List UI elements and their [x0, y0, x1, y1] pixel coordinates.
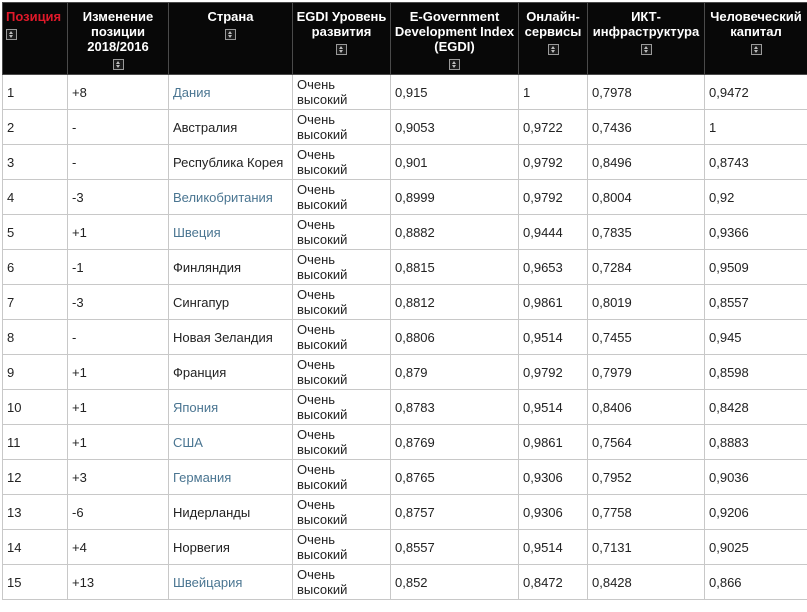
sort-icon[interactable]	[548, 44, 559, 55]
cell-egdi-index: 0,915	[391, 75, 519, 110]
column-header-human-capital[interactable]	[705, 3, 807, 75]
cell-human-capital: 0,9366	[705, 215, 807, 250]
cell-ict-infrastructure: 0,8428	[588, 565, 705, 600]
country-name: Финляндия	[173, 259, 242, 275]
cell-country	[169, 530, 293, 565]
cell-position-change: -	[68, 145, 169, 180]
cell-position-change: +1	[68, 215, 169, 250]
cell-country	[169, 355, 293, 390]
cell-human-capital: 0,8883	[705, 425, 807, 460]
cell-position-change: -6	[68, 495, 169, 530]
cell-egdi-level: Очень высокий	[293, 460, 391, 495]
column-header-label: EGDI Уровень развития	[296, 9, 387, 39]
cell-egdi-level: Очень высокий	[293, 285, 391, 320]
cell-country	[169, 145, 293, 180]
cell-online-services: 0,9792	[519, 180, 588, 215]
cell-position-change: -	[68, 110, 169, 145]
column-header-label: Человеческий капитал	[710, 9, 802, 39]
cell-human-capital: 0,9206	[705, 495, 807, 530]
cell-online-services: 0,9792	[519, 145, 588, 180]
cell-human-capital: 0,92	[705, 180, 807, 215]
cell-egdi-level: Очень высокий	[293, 355, 391, 390]
country-name: Сингапур	[173, 294, 230, 310]
cell-egdi-level: Очень высокий	[293, 565, 391, 600]
cell-country[interactable]	[169, 75, 293, 110]
cell-human-capital: 0,8598	[705, 355, 807, 390]
cell-ict-infrastructure: 0,7835	[588, 215, 705, 250]
cell-egdi-level: Очень высокий	[293, 180, 391, 215]
table-body	[3, 75, 807, 600]
table-header-row	[3, 3, 807, 75]
cell-online-services: 0,9861	[519, 285, 588, 320]
sort-icon[interactable]	[751, 44, 762, 55]
egdi-ranking-table	[2, 2, 807, 600]
table-row	[3, 530, 807, 565]
cell-position-change: +4	[68, 530, 169, 565]
sort-icon[interactable]	[225, 29, 236, 40]
cell-position: 15	[3, 565, 68, 600]
cell-position: 2	[3, 110, 68, 145]
country-name: Австралия	[173, 119, 238, 135]
cell-egdi-index: 0,8769	[391, 425, 519, 460]
cell-position: 14	[3, 530, 68, 565]
sort-icon[interactable]	[641, 44, 652, 55]
cell-human-capital: 0,8428	[705, 390, 807, 425]
country-name: Норвегия	[173, 539, 230, 555]
column-header-level[interactable]	[293, 3, 391, 75]
cell-position: 4	[3, 180, 68, 215]
table-row	[3, 460, 807, 495]
cell-human-capital: 0,866	[705, 565, 807, 600]
cell-egdi-index: 0,879	[391, 355, 519, 390]
column-header-label: Страна	[207, 9, 254, 24]
cell-human-capital: 0,945	[705, 320, 807, 355]
cell-egdi-index: 0,8765	[391, 460, 519, 495]
sort-icon[interactable]	[113, 59, 124, 70]
cell-position-change: +13	[68, 565, 169, 600]
cell-egdi-level: Очень высокий	[293, 530, 391, 565]
cell-ict-infrastructure: 0,8406	[588, 390, 705, 425]
cell-position-change: +3	[68, 460, 169, 495]
cell-ict-infrastructure: 0,8496	[588, 145, 705, 180]
country-link[interactable]: Германия	[173, 469, 232, 485]
table-row	[3, 215, 807, 250]
cell-position: 13	[3, 495, 68, 530]
table-row	[3, 250, 807, 285]
cell-human-capital: 0,9509	[705, 250, 807, 285]
table-row	[3, 425, 807, 460]
cell-human-capital: 0,8743	[705, 145, 807, 180]
cell-position-change: -3	[68, 285, 169, 320]
country-link[interactable]: США	[173, 434, 203, 450]
cell-country[interactable]	[169, 215, 293, 250]
cell-online-services: 0,9653	[519, 250, 588, 285]
country-link[interactable]: Япония	[173, 399, 219, 415]
table-row	[3, 110, 807, 145]
cell-position: 8	[3, 320, 68, 355]
country-link[interactable]: Швейцария	[173, 574, 243, 590]
sort-icon[interactable]	[449, 59, 460, 70]
table-row	[3, 285, 807, 320]
cell-egdi-level: Очень высокий	[293, 320, 391, 355]
column-header-online-services[interactable]	[519, 3, 588, 75]
cell-human-capital: 0,9025	[705, 530, 807, 565]
column-header-label: Изменение позиции 2018/2016	[82, 9, 154, 54]
cell-egdi-level: Очень высокий	[293, 250, 391, 285]
cell-position: 6	[3, 250, 68, 285]
cell-egdi-index: 0,8999	[391, 180, 519, 215]
country-link[interactable]: Дания	[173, 84, 211, 100]
column-header-position[interactable]	[3, 3, 68, 75]
cell-position-change: +8	[68, 75, 169, 110]
cell-egdi-index: 0,8882	[391, 215, 519, 250]
cell-egdi-level: Очень высокий	[293, 425, 391, 460]
cell-egdi-index: 0,8815	[391, 250, 519, 285]
cell-position: 3	[3, 145, 68, 180]
cell-position-change: +1	[68, 355, 169, 390]
cell-egdi-index: 0,9053	[391, 110, 519, 145]
country-link[interactable]: Швеция	[173, 224, 221, 240]
cell-egdi-level: Очень высокий	[293, 495, 391, 530]
cell-online-services: 0,9792	[519, 355, 588, 390]
cell-country[interactable]	[169, 460, 293, 495]
cell-country[interactable]	[169, 180, 293, 215]
cell-human-capital: 0,8557	[705, 285, 807, 320]
cell-ict-infrastructure: 0,7131	[588, 530, 705, 565]
country-name: Франция	[173, 364, 227, 380]
cell-country	[169, 110, 293, 145]
cell-egdi-index: 0,8783	[391, 390, 519, 425]
cell-position: 12	[3, 460, 68, 495]
cell-egdi-index: 0,8557	[391, 530, 519, 565]
cell-online-services: 0,8472	[519, 565, 588, 600]
cell-position-change: -	[68, 320, 169, 355]
table-row	[3, 565, 807, 600]
cell-position: 1	[3, 75, 68, 110]
cell-position-change: -1	[68, 250, 169, 285]
country-name: Нидерланды	[173, 504, 251, 520]
cell-online-services: 1	[519, 75, 588, 110]
sort-icon[interactable]	[336, 44, 347, 55]
cell-ict-infrastructure: 0,8019	[588, 285, 705, 320]
cell-online-services: 0,9514	[519, 390, 588, 425]
column-header-label: ИКТ-инфраструктура	[592, 9, 700, 39]
cell-position-change: +1	[68, 425, 169, 460]
cell-country	[169, 320, 293, 355]
column-header-label: Онлайн-сервисы	[524, 9, 582, 39]
cell-position: 9	[3, 355, 68, 390]
column-header-country[interactable]	[169, 3, 293, 75]
country-name: Новая Зеландия	[173, 329, 273, 345]
table-row	[3, 75, 807, 110]
cell-ict-infrastructure: 0,7979	[588, 355, 705, 390]
column-header-change[interactable]	[68, 3, 169, 75]
cell-country[interactable]	[169, 390, 293, 425]
cell-online-services: 0,9514	[519, 530, 588, 565]
cell-ict-infrastructure: 0,7978	[588, 75, 705, 110]
cell-egdi-index: 0,901	[391, 145, 519, 180]
cell-position: 7	[3, 285, 68, 320]
cell-egdi-index: 0,8757	[391, 495, 519, 530]
table-row	[3, 390, 807, 425]
cell-online-services: 0,9514	[519, 320, 588, 355]
cell-online-services: 0,9444	[519, 215, 588, 250]
cell-egdi-level: Очень высокий	[293, 110, 391, 145]
cell-ict-infrastructure: 0,7284	[588, 250, 705, 285]
cell-human-capital: 1	[705, 110, 807, 145]
cell-egdi-level: Очень высокий	[293, 215, 391, 250]
cell-online-services: 0,9306	[519, 495, 588, 530]
cell-position: 5	[3, 215, 68, 250]
column-header-label: E-Government Development Index (EGDI)	[394, 9, 515, 54]
column-header-label: Позиция	[6, 9, 62, 24]
cell-online-services: 0,9722	[519, 110, 588, 145]
cell-egdi-index: 0,8806	[391, 320, 519, 355]
table-row	[3, 145, 807, 180]
cell-position-change: +1	[68, 390, 169, 425]
cell-human-capital: 0,9472	[705, 75, 807, 110]
sort-icon[interactable]	[6, 29, 17, 40]
cell-egdi-level: Очень высокий	[293, 75, 391, 110]
country-link[interactable]: Великобритания	[173, 189, 273, 205]
cell-human-capital: 0,9036	[705, 460, 807, 495]
cell-position-change: -3	[68, 180, 169, 215]
table-row	[3, 180, 807, 215]
cell-country[interactable]	[169, 425, 293, 460]
cell-ict-infrastructure: 0,7436	[588, 110, 705, 145]
country-name: Республика Корея	[173, 154, 284, 170]
cell-ict-infrastructure: 0,7455	[588, 320, 705, 355]
table-row	[3, 495, 807, 530]
cell-country	[169, 285, 293, 320]
table-row	[3, 355, 807, 390]
cell-position: 11	[3, 425, 68, 460]
cell-country	[169, 250, 293, 285]
cell-online-services: 0,9861	[519, 425, 588, 460]
cell-egdi-index: 0,852	[391, 565, 519, 600]
cell-ict-infrastructure: 0,7952	[588, 460, 705, 495]
cell-ict-infrastructure: 0,8004	[588, 180, 705, 215]
cell-country	[169, 495, 293, 530]
table-row	[3, 320, 807, 355]
cell-ict-infrastructure: 0,7758	[588, 495, 705, 530]
cell-egdi-level: Очень высокий	[293, 390, 391, 425]
cell-country[interactable]	[169, 565, 293, 600]
column-header-egdi[interactable]	[391, 3, 519, 75]
column-header-ict-infrastructure[interactable]	[588, 3, 705, 75]
cell-position: 10	[3, 390, 68, 425]
cell-online-services: 0,9306	[519, 460, 588, 495]
cell-ict-infrastructure: 0,7564	[588, 425, 705, 460]
cell-egdi-level: Очень высокий	[293, 145, 391, 180]
cell-egdi-index: 0,8812	[391, 285, 519, 320]
